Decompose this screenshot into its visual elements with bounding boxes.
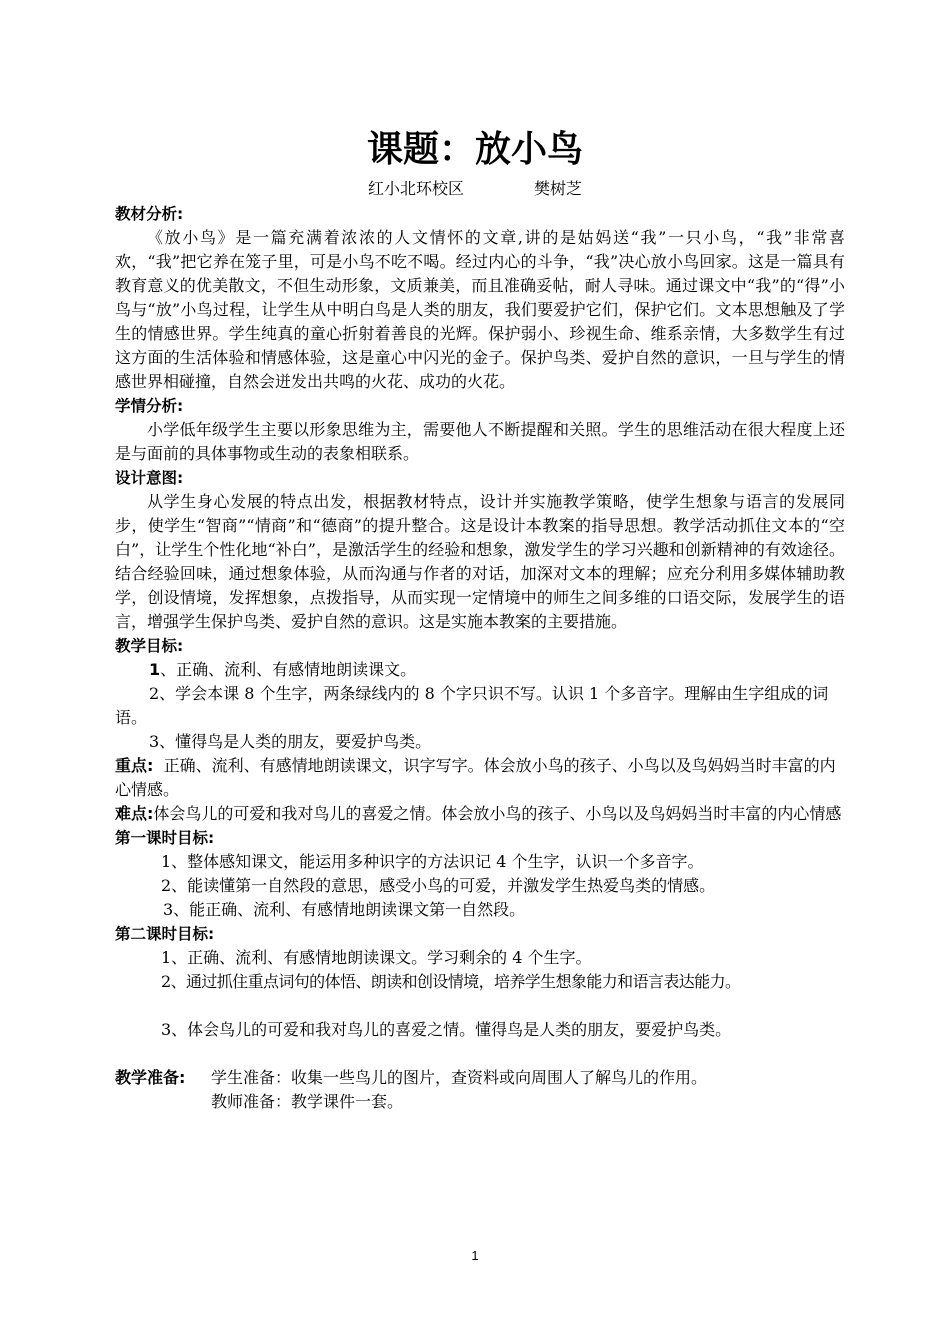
- lesson2-item: 2、通过抓住重点词句的体悟、朗读和创设情境，培养学生想象能力和语言表达能力。: [161, 972, 741, 991]
- document-body: [115, 202, 845, 1114]
- key-points-text: 正确、流利、有感情地朗读课文，识字写字。体会放小鸟的孩子、小鸟以及鸟妈妈当时丰富的内心情感。: [115, 756, 836, 799]
- preparation-block: [115, 1066, 845, 1114]
- section-heading-lesson2: 第二课时目标:: [115, 925, 215, 943]
- lesson1-item: 2、能读懂第一自然段的意思，感受小鸟的可爱，并激发学生热爱鸟类的情感。: [161, 876, 716, 895]
- section-heading-students: 学情分析:: [115, 397, 184, 415]
- design-paragraph: 从学生身心发展的特点出发，根据教材特点，设计并实施教学策略，使学生想象与语言的发展同步，使学生“智商”“情商”和“德商”的提升整合。这是设计本教案的指导思想。教学活动抓住文本的“空白”，让学生个性化地“补白”，是激活学生的经验和想象，激发学生的学习兴趣和创新精神的有效途径。结合经验回味，通过想象体验，从而沟通与作者的对话，加深对文本的理解；应充分利用多媒体辅助教学，创设情境，发挥想象，点拨指导，从而实现一定情境中的师生之间多维的口语交际，发展学生的语言，增强学生保护鸟类、爱护自然的意识。这是实施本教案的主要措施。: [115, 492, 845, 631]
- school-name: 红小北环校区: [367, 179, 464, 198]
- lesson1-item: 1、整体感知课文，能运用多种识字的方法识记 4 个生字，认识一个多音字。: [161, 852, 704, 871]
- key-points: [115, 754, 845, 802]
- material-paragraph: 《放小鸟》是一篇充满着浓浓的人文情怀的文章,讲的是姑妈送“我”一只小鸟，“我”非常喜欢，“我”把它养在笼子里，可是小鸟不吃不喝。经过内心的斗争，“我”决心放小鸟回家。这是一篇具有教育意义的优美散文，不但生动形象，文质兼美，而且准确妥帖，耐人寻味。通过课文中“我”的“得”小鸟与“放”小鸟过程，让学生从中明白鸟是人类的朋友，我们要爱护它们，保护它们。文本思想触及了学生的情感世界。学生纯真的童心折射着善良的光辉。保护弱小、珍视生命、维系亲情，大多数学生有过这方面的生活体验和情感体验，这是童心中闪光的金子。保护鸟类、爱护自然的意识，一旦与学生的情感世界相碰撞，自然会迸发出共鸣的火花、成功的火花。: [115, 228, 845, 391]
- students-paragraph: 小学低年级学生主要以形象思维为主，需要他人不断提醒和关照。学生的思维活动在很大程度上还是与面前的具体事物或生动的表象相联系。: [115, 420, 845, 463]
- page-title: 课题：放小鸟: [366, 129, 583, 170]
- preparation-items: [211, 1066, 707, 1114]
- goal-item-1-text: 、正确、流利、有感情地朗读课文。: [160, 660, 417, 679]
- author-line: [0, 178, 950, 200]
- section-heading-lesson1: 第一课时目标:: [115, 829, 215, 847]
- teacher-preparation: 教师准备：教学课件一套。: [211, 1092, 404, 1111]
- section-heading-material: 教材分析:: [115, 205, 184, 223]
- key-points-label: 重点:: [115, 756, 154, 775]
- difficulties-text: 体会鸟儿的可爱和我对鸟儿的喜爱之情。体会放小鸟的孩子、小鸟以及鸟妈妈当时丰富的内心情感: [153, 804, 842, 823]
- lesson1-item: 3、能正确、流利、有感情地朗读课文第一自然段。: [163, 900, 526, 919]
- difficulties-label: 难点:: [115, 804, 154, 823]
- goal-item-1: [115, 658, 845, 682]
- section-heading-goals: 教学目标:: [115, 637, 184, 655]
- author-name: 樊树芝: [534, 179, 583, 198]
- difficulties: [115, 802, 845, 826]
- student-preparation: 学生准备：收集一些鸟儿的图片，查资料或向周围人了解鸟儿的作用。: [211, 1068, 708, 1087]
- goal-item-2: 2、学会本课 8 个生字，两条绿线内的 8 个字只识不写。认识 1 个多音字。理解由生字组成的词语。: [115, 684, 829, 727]
- section-heading-design: 设计意图:: [115, 469, 184, 487]
- preparation-label: 教学准备:: [115, 1068, 186, 1087]
- goal-item-1-number: 1: [149, 660, 161, 679]
- spacer: [115, 1042, 845, 1066]
- spacer: [115, 994, 845, 1018]
- lesson2-item: 1、正确、流利、有感情地朗读课文。学习剩余的 4 个生字。: [161, 948, 592, 967]
- page-number: 1: [471, 1248, 479, 1263]
- lesson2-item: 3、体会鸟儿的可爱和我对鸟儿的喜爱之情。懂得鸟是人类的朋友，要爱护鸟类。: [161, 1020, 732, 1039]
- goal-item-3: 3、懂得鸟是人类的朋友，要爱护鸟类。: [149, 732, 432, 751]
